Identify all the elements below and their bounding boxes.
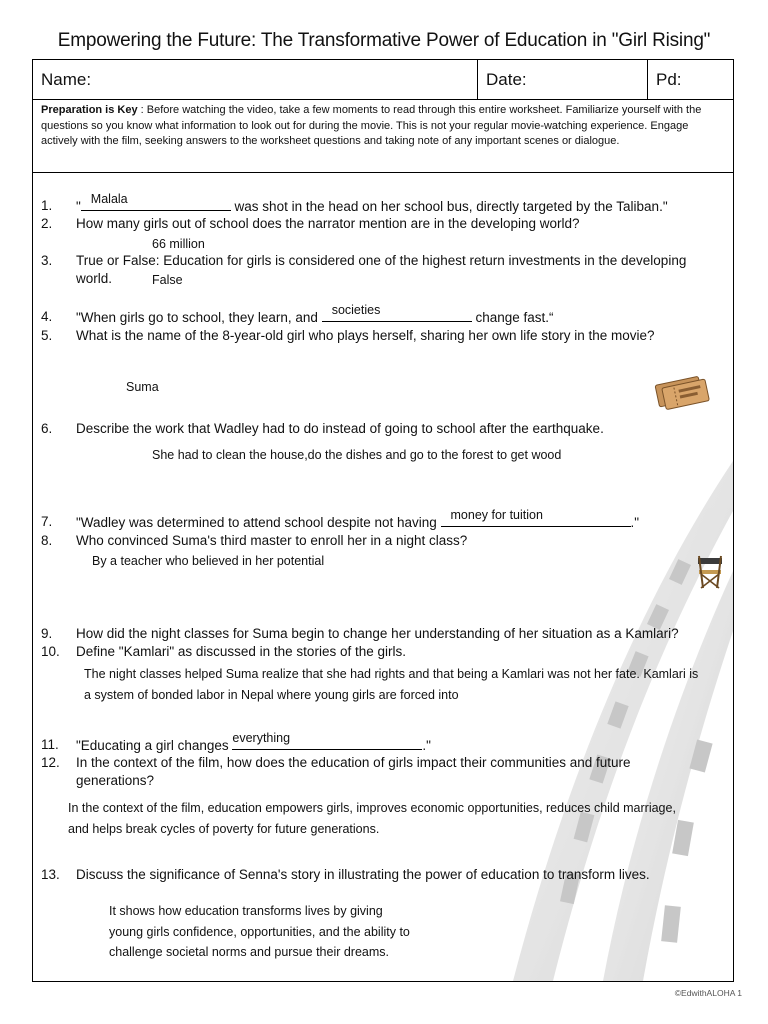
date-field[interactable]: Date: <box>477 60 656 99</box>
answer-blank[interactable] <box>441 508 631 527</box>
question-number: 12. <box>41 755 60 770</box>
answer-2[interactable]: 66 million <box>152 237 205 251</box>
question-number: 7. <box>41 514 53 529</box>
period-field[interactable]: Pd: <box>647 60 742 99</box>
question-number: 8. <box>41 533 53 548</box>
question-number: 4. <box>41 309 53 324</box>
answer-blank[interactable] <box>232 731 422 750</box>
answer-text: money for tuition <box>450 508 543 522</box>
answer-13-line2[interactable]: young girls confidence, opportunities, and the ability to <box>109 925 410 939</box>
question-suffix: change fast.“ <box>471 310 554 325</box>
question-number: 6. <box>41 421 53 436</box>
student-info-row <box>33 60 733 100</box>
question-text: Who convinced Suma's third master to enroll her in a night class? <box>76 533 468 548</box>
answer-5[interactable]: Suma <box>126 380 159 394</box>
question-suffix: was shot in the head on her school bus, directly targeted by the Taliban." <box>230 199 668 214</box>
question-number: 2. <box>41 216 53 231</box>
tickets-icon <box>653 374 711 410</box>
answer-9-10-line1[interactable]: The night classes helped Suma realize that she had rights and that being a Kamlari was not her fate. Kamlari is <box>84 667 699 681</box>
worksheet-title: Empowering the Future: The Transformative Power of Education in "Girl Rising" <box>57 30 711 51</box>
questions-box <box>32 172 734 982</box>
preparation-text: : Before watching the video, take a few moments to read through this entire worksheet. Familiarize yourself with the questions so you know what information to look out for during the movie. This is not your regular movie-watching experience. Engage actively with the film, seeking answers to the worksheet questions and taking note of any important scenes or dialogue. <box>41 104 702 148</box>
question-text <box>76 508 640 533</box>
answer-text: societies <box>331 303 381 317</box>
question-number: 5. <box>41 328 53 343</box>
question-text: Define "Kamlari" as discussed in the stories of the girls. <box>76 644 406 659</box>
question-text: What is the name of the 8-year-old girl who plays herself, sharing her own life story in the movie? <box>76 328 655 343</box>
answer-12-line1[interactable]: In the context of the film, education empowers girls, improves economic opportunities, reduces child marriage, <box>68 801 676 815</box>
question-text-line1: True or False: Education for girls is considered one of the highest return investments in the developing <box>76 253 687 268</box>
answer-text: Malala <box>90 192 128 206</box>
question-number: 13. <box>41 867 60 882</box>
question-text <box>76 303 554 328</box>
question-text-line1: In the context of the film, how does the education of girls impact their communities and future <box>76 755 631 770</box>
answer-13-line1[interactable]: It shows how education transforms lives by giving <box>109 904 383 918</box>
answer-8[interactable]: By a teacher who believed in her potential <box>92 554 325 568</box>
answer-9-10-line2[interactable]: a system of bonded labor in Nepal where young girls are forced into <box>84 688 459 702</box>
directors-chair-icon <box>693 552 727 590</box>
question-3-line2: world. <box>76 271 113 286</box>
answer-text: everything <box>232 731 291 745</box>
question-suffix: ." <box>422 738 431 753</box>
answer-12-line2[interactable]: and helps break cycles of poverty for future generations. <box>68 822 380 836</box>
answer-3[interactable]: False <box>152 273 183 287</box>
question-text: Describe the work that Wadley had to do instead of going to school after the earthquake. <box>76 421 604 436</box>
name-field[interactable]: Name: <box>41 70 92 89</box>
answer-blank[interactable] <box>322 303 472 322</box>
answer-blank[interactable] <box>81 192 231 211</box>
copyright-footer: ©EdwithALOHA 1 <box>674 988 742 998</box>
question-text: How did the night classes for Suma begin to change her understanding of her situation as a Kamlari? <box>76 626 679 641</box>
question-prefix: "When girls go to school, they learn, and <box>76 310 322 325</box>
question-prefix: "Wadley was determined to attend school despite not having <box>76 515 441 530</box>
header-box <box>32 59 734 173</box>
answer-13-line3[interactable]: challenge societal norms and pursue their dreams. <box>109 945 390 959</box>
answer-6[interactable]: She had to clean the house,do the dishes and go to the forest to get wood <box>152 448 562 462</box>
question-text: Discuss the significance of Senna's story in illustrating the power of education to transform lives. <box>76 867 650 882</box>
question-prefix: " <box>76 199 81 214</box>
question-number: 1. <box>41 198 53 213</box>
preparation-heading: Preparation is Key <box>41 104 138 116</box>
question-text: How many girls out of school does the narrator mention are in the developing world? <box>76 216 580 231</box>
question-number: 9. <box>41 626 53 641</box>
preparation-note <box>41 103 727 150</box>
question-suffix: ." <box>630 515 640 530</box>
question-number: 3. <box>41 253 53 268</box>
question-number: 11. <box>41 737 59 752</box>
question-prefix: "Educating a girl changes <box>76 738 233 753</box>
question-12-line2: generations? <box>76 773 155 788</box>
question-number: 10. <box>41 644 60 659</box>
